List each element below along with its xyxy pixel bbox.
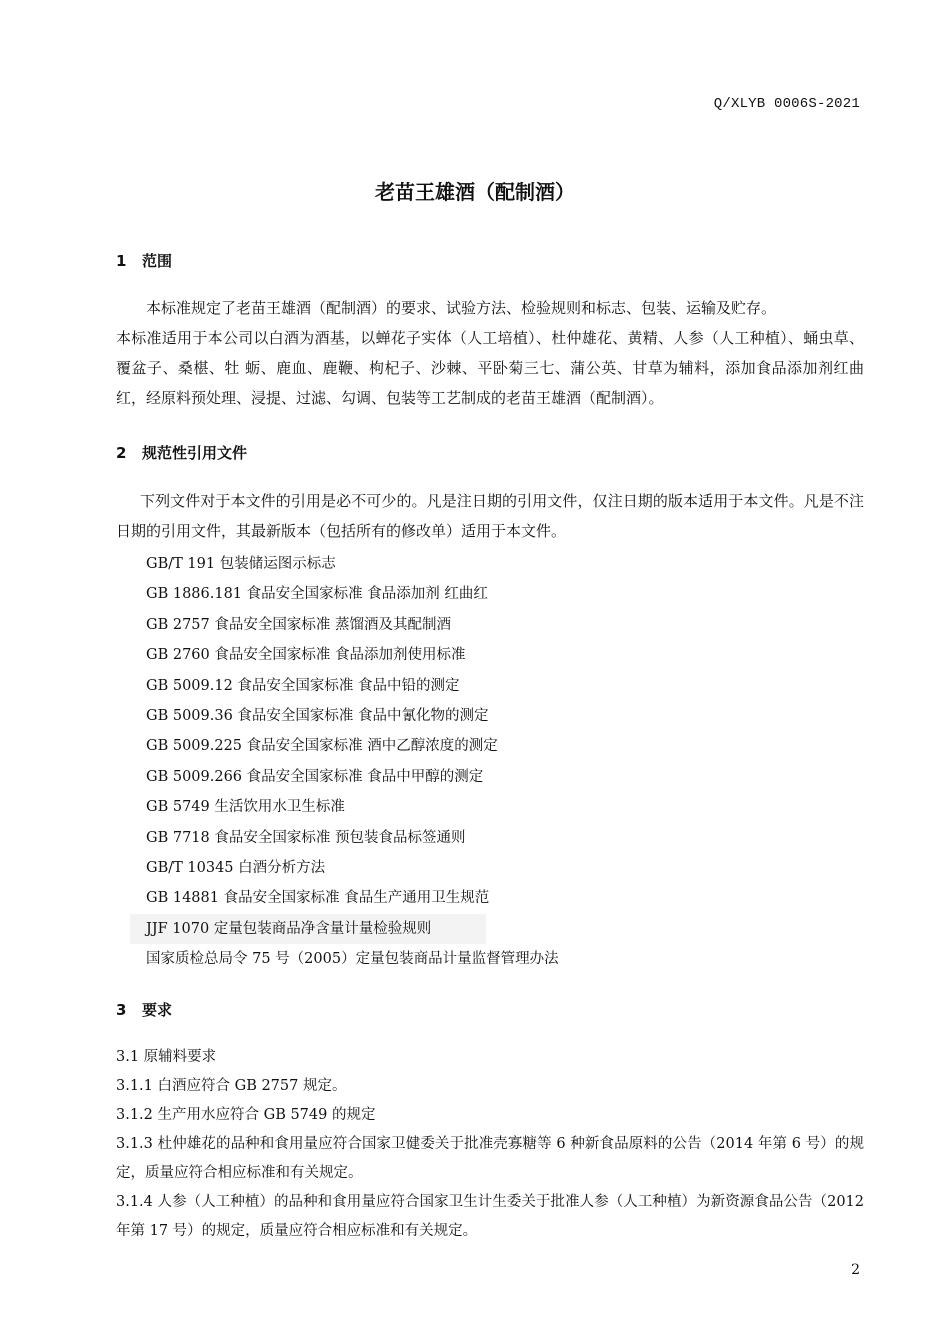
section-title: 范围 <box>142 252 173 270</box>
section-heading-requirements <box>116 999 172 1020</box>
section-title: 规范性引用文件 <box>142 444 248 462</box>
document-number: Q/XLYB 0006S-2021 <box>713 96 860 112</box>
reference-item: GB 5009.225 食品安全国家标准 酒中乙醇浓度的测定 <box>146 738 498 755</box>
requirement-clause: 3.1 原辅料要求 <box>116 1049 217 1065</box>
reference-item: GB 2757 食品安全国家标准 蒸馏酒及其配制酒 <box>146 616 451 633</box>
section-heading-normative <box>116 442 247 463</box>
scope-paragraph <box>116 293 864 413</box>
requirements-body <box>116 1043 864 1246</box>
section-number: 2 <box>116 444 127 462</box>
requirement-clause: 3.1.1 白酒应符合 GB 2757 规定。 <box>116 1078 347 1094</box>
reference-item: GB/T 10345 白酒分析方法 <box>146 859 326 876</box>
reference-list <box>146 549 559 974</box>
reference-item: GB 7718 食品安全国家标准 预包装食品标签通则 <box>146 829 466 846</box>
scope-line-2: 本标准适用于本公司以白酒为酒基，以蝉花子实体（人工培植）、杜仲雄花、黄精、人参（人工种植）、蛹虫草、覆盆子、桑椹、牡 蛎、鹿血、鹿鞭、枸杞子、沙棘、平卧菊三七、蒲公英、甘草为辅料，添加食品添加剂红曲红，经原料预处理、浸提、过滤、勾调、包装等工艺制成的老苗王雄酒（配制酒）。 <box>116 329 864 407</box>
section-number: 1 <box>116 252 127 270</box>
requirement-clause: 3.1.3 杜仲雄花的品种和食用量应符合国家卫健委关于批准壳寡糖等 6 种新食品原料的公告（2014 年第 6 号）的规定，质量应符合相应标准和有关规定。 <box>116 1136 864 1181</box>
reference-item: GB/T 191 包装储运图示标志 <box>146 556 336 572</box>
reference-item: JJF 1070 定量包装商品净含量计量检验规则 <box>130 914 486 944</box>
document-title: 老苗王雄酒（配制酒） <box>375 180 575 204</box>
normative-intro-text: 下列文件对于本文件的引用是必不可少的。凡是注日期的引用文件，仅注日期的版本适用于本文件。凡是不注日期的引用文件，其最新版本（包括所有的修改单）适用于本文件。 <box>116 492 864 540</box>
reference-item: GB 5009.266 食品安全国家标准 食品中甲醇的测定 <box>146 768 484 785</box>
reference-item: GB 5009.12 食品安全国家标准 食品中铅的测定 <box>146 677 460 694</box>
section-number: 3 <box>116 1001 127 1019</box>
section-heading-scope <box>116 250 172 271</box>
reference-item: GB 1886.181 食品安全国家标准 食品添加剂 红曲红 <box>146 586 488 603</box>
normative-intro <box>116 486 864 546</box>
reference-item: GB 5749 生活饮用水卫生标准 <box>146 799 345 816</box>
reference-item: GB 14881 食品安全国家标准 食品生产通用卫生规范 <box>146 890 490 907</box>
reference-item: 国家质检总局令 75 号（2005）定量包装商品计量监督管理办法 <box>146 951 559 968</box>
page-number: 2 <box>851 1262 860 1278</box>
requirement-clause: 3.1.4 人参（人工种植）的品种和食用量应符合国家卫生计生委关于批准人参（人工种植）为新资源食品公告（2012 年第 17 号）的规定，质量应符合相应标准和有关规定。 <box>116 1194 864 1239</box>
scope-line-1: 本标准规定了老苗王雄酒（配制酒）的要求、试验方法、检验规则和标志、包装、运输及贮存。 <box>146 299 777 317</box>
reference-item: GB 2760 食品安全国家标准 食品添加剂使用标准 <box>146 647 466 664</box>
requirement-clause: 3.1.2 生产用水应符合 GB 5749 的规定 <box>116 1107 376 1123</box>
reference-item: GB 5009.36 食品安全国家标准 食品中氰化物的测定 <box>146 707 489 724</box>
section-title: 要求 <box>142 1001 173 1019</box>
